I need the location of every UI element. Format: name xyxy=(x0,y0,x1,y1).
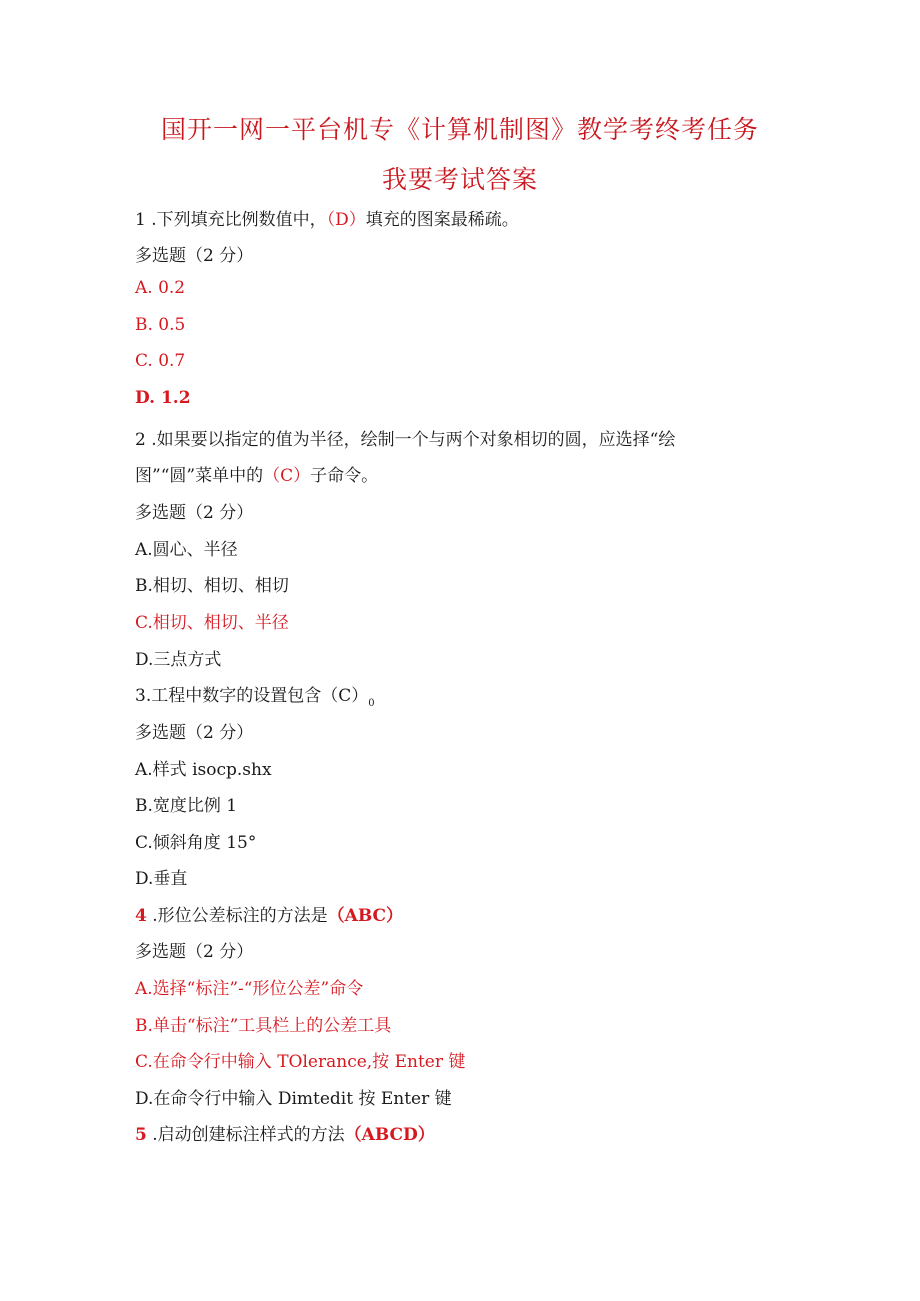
question-1-option-d: D. 1.2 xyxy=(135,388,191,408)
question-2-line1: 2 .如果要以指定的值为半径，绘制一个与两个对象相切的圆，应选择“绘 xyxy=(135,430,676,450)
question-4-option-b: B.单击“标注”工具栏上的公差工具 xyxy=(135,1016,392,1036)
question-2-option-d: D.三点方式 xyxy=(135,650,222,670)
question-1-option-b: B. 0.5 xyxy=(135,315,186,335)
question-2-option-a: A.圆心、半径 xyxy=(135,540,238,560)
question-4 xyxy=(135,901,403,926)
question-1-type: 多选题（2 分） xyxy=(135,246,254,266)
question-5-text: .启动创建标注样式的方法 xyxy=(146,1125,345,1145)
question-5-answer: （ABCD） xyxy=(344,1125,435,1145)
question-2-option-c: C.相切、相切、半径 xyxy=(135,613,289,633)
question-4-answer: （ABC） xyxy=(327,906,404,926)
question-3-text: 3.工程中数字的设置包含（C） xyxy=(135,686,369,706)
question-2-line2 xyxy=(135,461,378,486)
question-3-tail: 0 xyxy=(368,698,375,709)
question-3-option-c: C.倾斜角度 15° xyxy=(135,833,257,853)
question-2-line2-prefix: 图”“圆”菜单中的 xyxy=(135,466,264,486)
question-3-type: 多选题（2 分） xyxy=(135,723,254,743)
question-2-type: 多选题（2 分） xyxy=(135,503,254,523)
question-4-option-d: D.在命令行中输入 Dimtedit 按 Enter 键 xyxy=(135,1089,452,1109)
question-1-answer: （D） xyxy=(326,210,366,230)
document-title-line2: 我要考试答案 xyxy=(381,165,538,194)
question-3 xyxy=(135,681,375,709)
question-5-number: 5 xyxy=(135,1125,147,1145)
question-1 xyxy=(135,205,519,230)
question-2-line2-suffix: 子命令。 xyxy=(310,466,379,486)
question-3-option-b: B.宽度比例 1 xyxy=(135,796,238,816)
question-4-number: 4 xyxy=(135,906,147,926)
question-2-option-b: B.相切、相切、相切 xyxy=(135,576,289,596)
question-4-type: 多选题（2 分） xyxy=(135,942,254,962)
question-4-option-a: A.选择“标注”-“形位公差”命令 xyxy=(135,979,364,999)
question-1-option-a: A. 0.2 xyxy=(135,278,186,298)
question-3-option-a: A.样式 isocp.shx xyxy=(135,760,272,780)
question-1-suffix: 填充的图案最稀疏。 xyxy=(365,210,519,230)
question-2-answer: （C） xyxy=(263,466,311,486)
question-1-prefix: 1 .下列填充比例数值中， xyxy=(135,210,327,230)
question-5 xyxy=(135,1120,435,1145)
question-3-option-d: D.垂直 xyxy=(135,869,188,889)
question-4-option-c: C.在命令行中输入 TOlerance,按 Enter 键 xyxy=(135,1052,466,1072)
document-title-line1: 国开一网一平台机专《计算机制图》教学考终考任务 xyxy=(160,115,759,144)
question-1-option-c: C. 0.7 xyxy=(135,351,186,371)
question-4-text: .形位公差标注的方法是 xyxy=(146,906,328,926)
